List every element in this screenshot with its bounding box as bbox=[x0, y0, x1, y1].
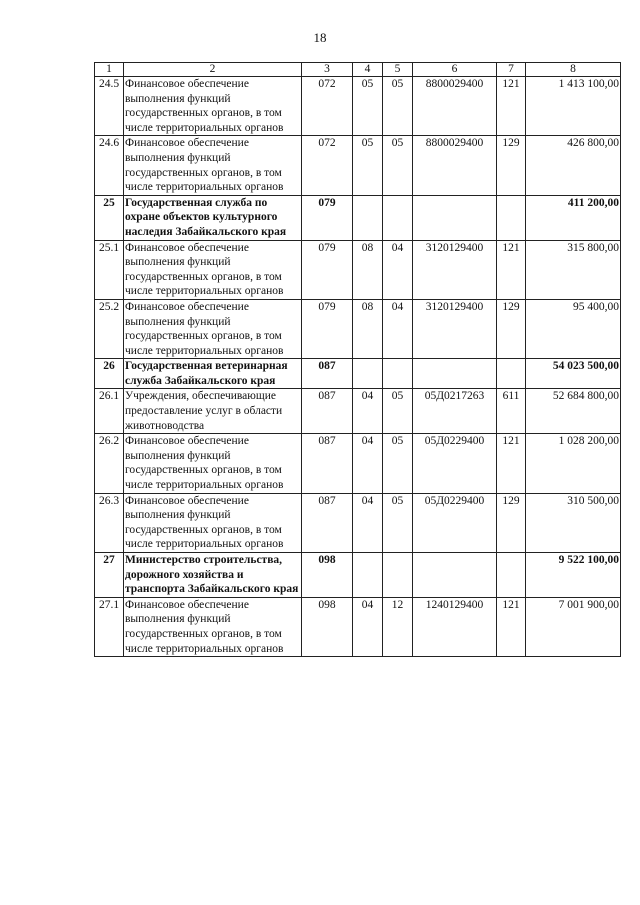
header-cell: 8 bbox=[526, 63, 621, 77]
target-article-code bbox=[413, 553, 497, 598]
row-name: Финансовое обеспечение выполнения функций государственных органов, в том числе территориальных органов bbox=[124, 299, 302, 358]
target-article-code: 8800029400 bbox=[413, 77, 497, 136]
target-article-code bbox=[413, 359, 497, 389]
subsection-code: 05 bbox=[383, 434, 413, 493]
subsection-code bbox=[383, 359, 413, 389]
row-name: Финансовое обеспечение выполнения функций государственных органов, в том числе территориальных органов bbox=[124, 597, 302, 656]
amount: 52 684 800,00 bbox=[526, 389, 621, 434]
target-article-code: 05Д0229400 bbox=[413, 493, 497, 552]
header-cell: 4 bbox=[353, 63, 383, 77]
row-name: Финансовое обеспечение выполнения функций государственных органов, в том числе территориальных органов bbox=[124, 136, 302, 195]
table-row bbox=[95, 136, 621, 195]
target-article-code: 3120129400 bbox=[413, 299, 497, 358]
row-number: 26.1 bbox=[95, 389, 124, 434]
page-number: 18 bbox=[313, 30, 327, 45]
ministry-code: 087 bbox=[302, 493, 353, 552]
row-name: Министерство строительства, дорожного хозяйства и транспорта Забайкальского края bbox=[124, 553, 302, 598]
expense-type-code: 611 bbox=[497, 389, 526, 434]
expense-type-code bbox=[497, 359, 526, 389]
table-row bbox=[95, 553, 621, 598]
subsection-code: 05 bbox=[383, 77, 413, 136]
section-code: 05 bbox=[353, 77, 383, 136]
row-number: 24.6 bbox=[95, 136, 124, 195]
row-number: 26.3 bbox=[95, 493, 124, 552]
section-code: 08 bbox=[353, 299, 383, 358]
header-cell: 5 bbox=[383, 63, 413, 77]
row-name: Государственная ветеринарная служба Забайкальского края bbox=[124, 359, 302, 389]
ministry-code: 098 bbox=[302, 597, 353, 656]
subsection-code bbox=[383, 553, 413, 598]
amount: 95 400,00 bbox=[526, 299, 621, 358]
amount: 1 413 100,00 bbox=[526, 77, 621, 136]
table-row bbox=[95, 434, 621, 493]
budget-table bbox=[94, 62, 621, 657]
ministry-code: 079 bbox=[302, 299, 353, 358]
amount: 315 800,00 bbox=[526, 240, 621, 299]
table-row bbox=[95, 240, 621, 299]
row-name: Финансовое обеспечение выполнения функций государственных органов, в том числе территориальных органов bbox=[124, 240, 302, 299]
target-article-code: 8800029400 bbox=[413, 136, 497, 195]
section-code: 05 bbox=[353, 136, 383, 195]
header-cell: 2 bbox=[124, 63, 302, 77]
target-article-code: 1240129400 bbox=[413, 597, 497, 656]
table-row bbox=[95, 359, 621, 389]
row-number: 26 bbox=[95, 359, 124, 389]
subsection-code: 05 bbox=[383, 136, 413, 195]
expense-type-code: 129 bbox=[497, 493, 526, 552]
row-number: 24.5 bbox=[95, 77, 124, 136]
row-name: Учреждения, обеспечивающие предоставление услуг в области животноводства bbox=[124, 389, 302, 434]
ministry-code: 087 bbox=[302, 389, 353, 434]
table-row bbox=[95, 77, 621, 136]
section-code: 04 bbox=[353, 434, 383, 493]
header-cell: 1 bbox=[95, 63, 124, 77]
subsection-code: 04 bbox=[383, 240, 413, 299]
target-article-code: 05Д0229400 bbox=[413, 434, 497, 493]
table-header-row bbox=[95, 63, 621, 77]
table-body bbox=[95, 77, 621, 657]
target-article-code: 05Д0217263 bbox=[413, 389, 497, 434]
subsection-code: 05 bbox=[383, 389, 413, 434]
expense-type-code bbox=[497, 553, 526, 598]
table-row bbox=[95, 299, 621, 358]
table-row bbox=[95, 597, 621, 656]
expense-type-code: 121 bbox=[497, 240, 526, 299]
amount: 411 200,00 bbox=[526, 195, 621, 240]
header-cell: 3 bbox=[302, 63, 353, 77]
header-cell: 7 bbox=[497, 63, 526, 77]
section-code: 04 bbox=[353, 493, 383, 552]
expense-type-code: 121 bbox=[497, 434, 526, 493]
row-name: Финансовое обеспечение выполнения функций государственных органов, в том числе территориальных органов bbox=[124, 77, 302, 136]
amount: 9 522 100,00 bbox=[526, 553, 621, 598]
section-code bbox=[353, 359, 383, 389]
subsection-code: 05 bbox=[383, 493, 413, 552]
amount: 7 001 900,00 bbox=[526, 597, 621, 656]
row-name: Финансовое обеспечение выполнения функций государственных органов, в том числе территориальных органов bbox=[124, 434, 302, 493]
target-article-code: 3120129400 bbox=[413, 240, 497, 299]
ministry-code: 087 bbox=[302, 434, 353, 493]
row-name: Финансовое обеспечение выполнения функций государственных органов, в том числе территориальных органов bbox=[124, 493, 302, 552]
ministry-code: 079 bbox=[302, 195, 353, 240]
section-code: 08 bbox=[353, 240, 383, 299]
subsection-code: 12 bbox=[383, 597, 413, 656]
expense-type-code: 129 bbox=[497, 299, 526, 358]
amount: 1 028 200,00 bbox=[526, 434, 621, 493]
table-row bbox=[95, 493, 621, 552]
ministry-code: 087 bbox=[302, 359, 353, 389]
ministry-code: 079 bbox=[302, 240, 353, 299]
row-number: 25.1 bbox=[95, 240, 124, 299]
subsection-code: 04 bbox=[383, 299, 413, 358]
ministry-code: 098 bbox=[302, 553, 353, 598]
row-number: 27.1 bbox=[95, 597, 124, 656]
target-article-code bbox=[413, 195, 497, 240]
amount: 54 023 500,00 bbox=[526, 359, 621, 389]
section-code: 04 bbox=[353, 597, 383, 656]
row-name: Государственная служба по охране объектов культурного наследия Забайкальского края bbox=[124, 195, 302, 240]
row-number: 27 bbox=[95, 553, 124, 598]
amount: 426 800,00 bbox=[526, 136, 621, 195]
ministry-code: 072 bbox=[302, 136, 353, 195]
subsection-code bbox=[383, 195, 413, 240]
table-row bbox=[95, 195, 621, 240]
expense-type-code: 129 bbox=[497, 136, 526, 195]
section-code: 04 bbox=[353, 389, 383, 434]
section-code bbox=[353, 553, 383, 598]
ministry-code: 072 bbox=[302, 77, 353, 136]
section-code bbox=[353, 195, 383, 240]
expense-type-code bbox=[497, 195, 526, 240]
row-number: 25.2 bbox=[95, 299, 124, 358]
expense-type-code: 121 bbox=[497, 597, 526, 656]
row-number: 25 bbox=[95, 195, 124, 240]
header-cell: 6 bbox=[413, 63, 497, 77]
expense-type-code: 121 bbox=[497, 77, 526, 136]
row-number: 26.2 bbox=[95, 434, 124, 493]
table-row bbox=[95, 389, 621, 434]
amount: 310 500,00 bbox=[526, 493, 621, 552]
